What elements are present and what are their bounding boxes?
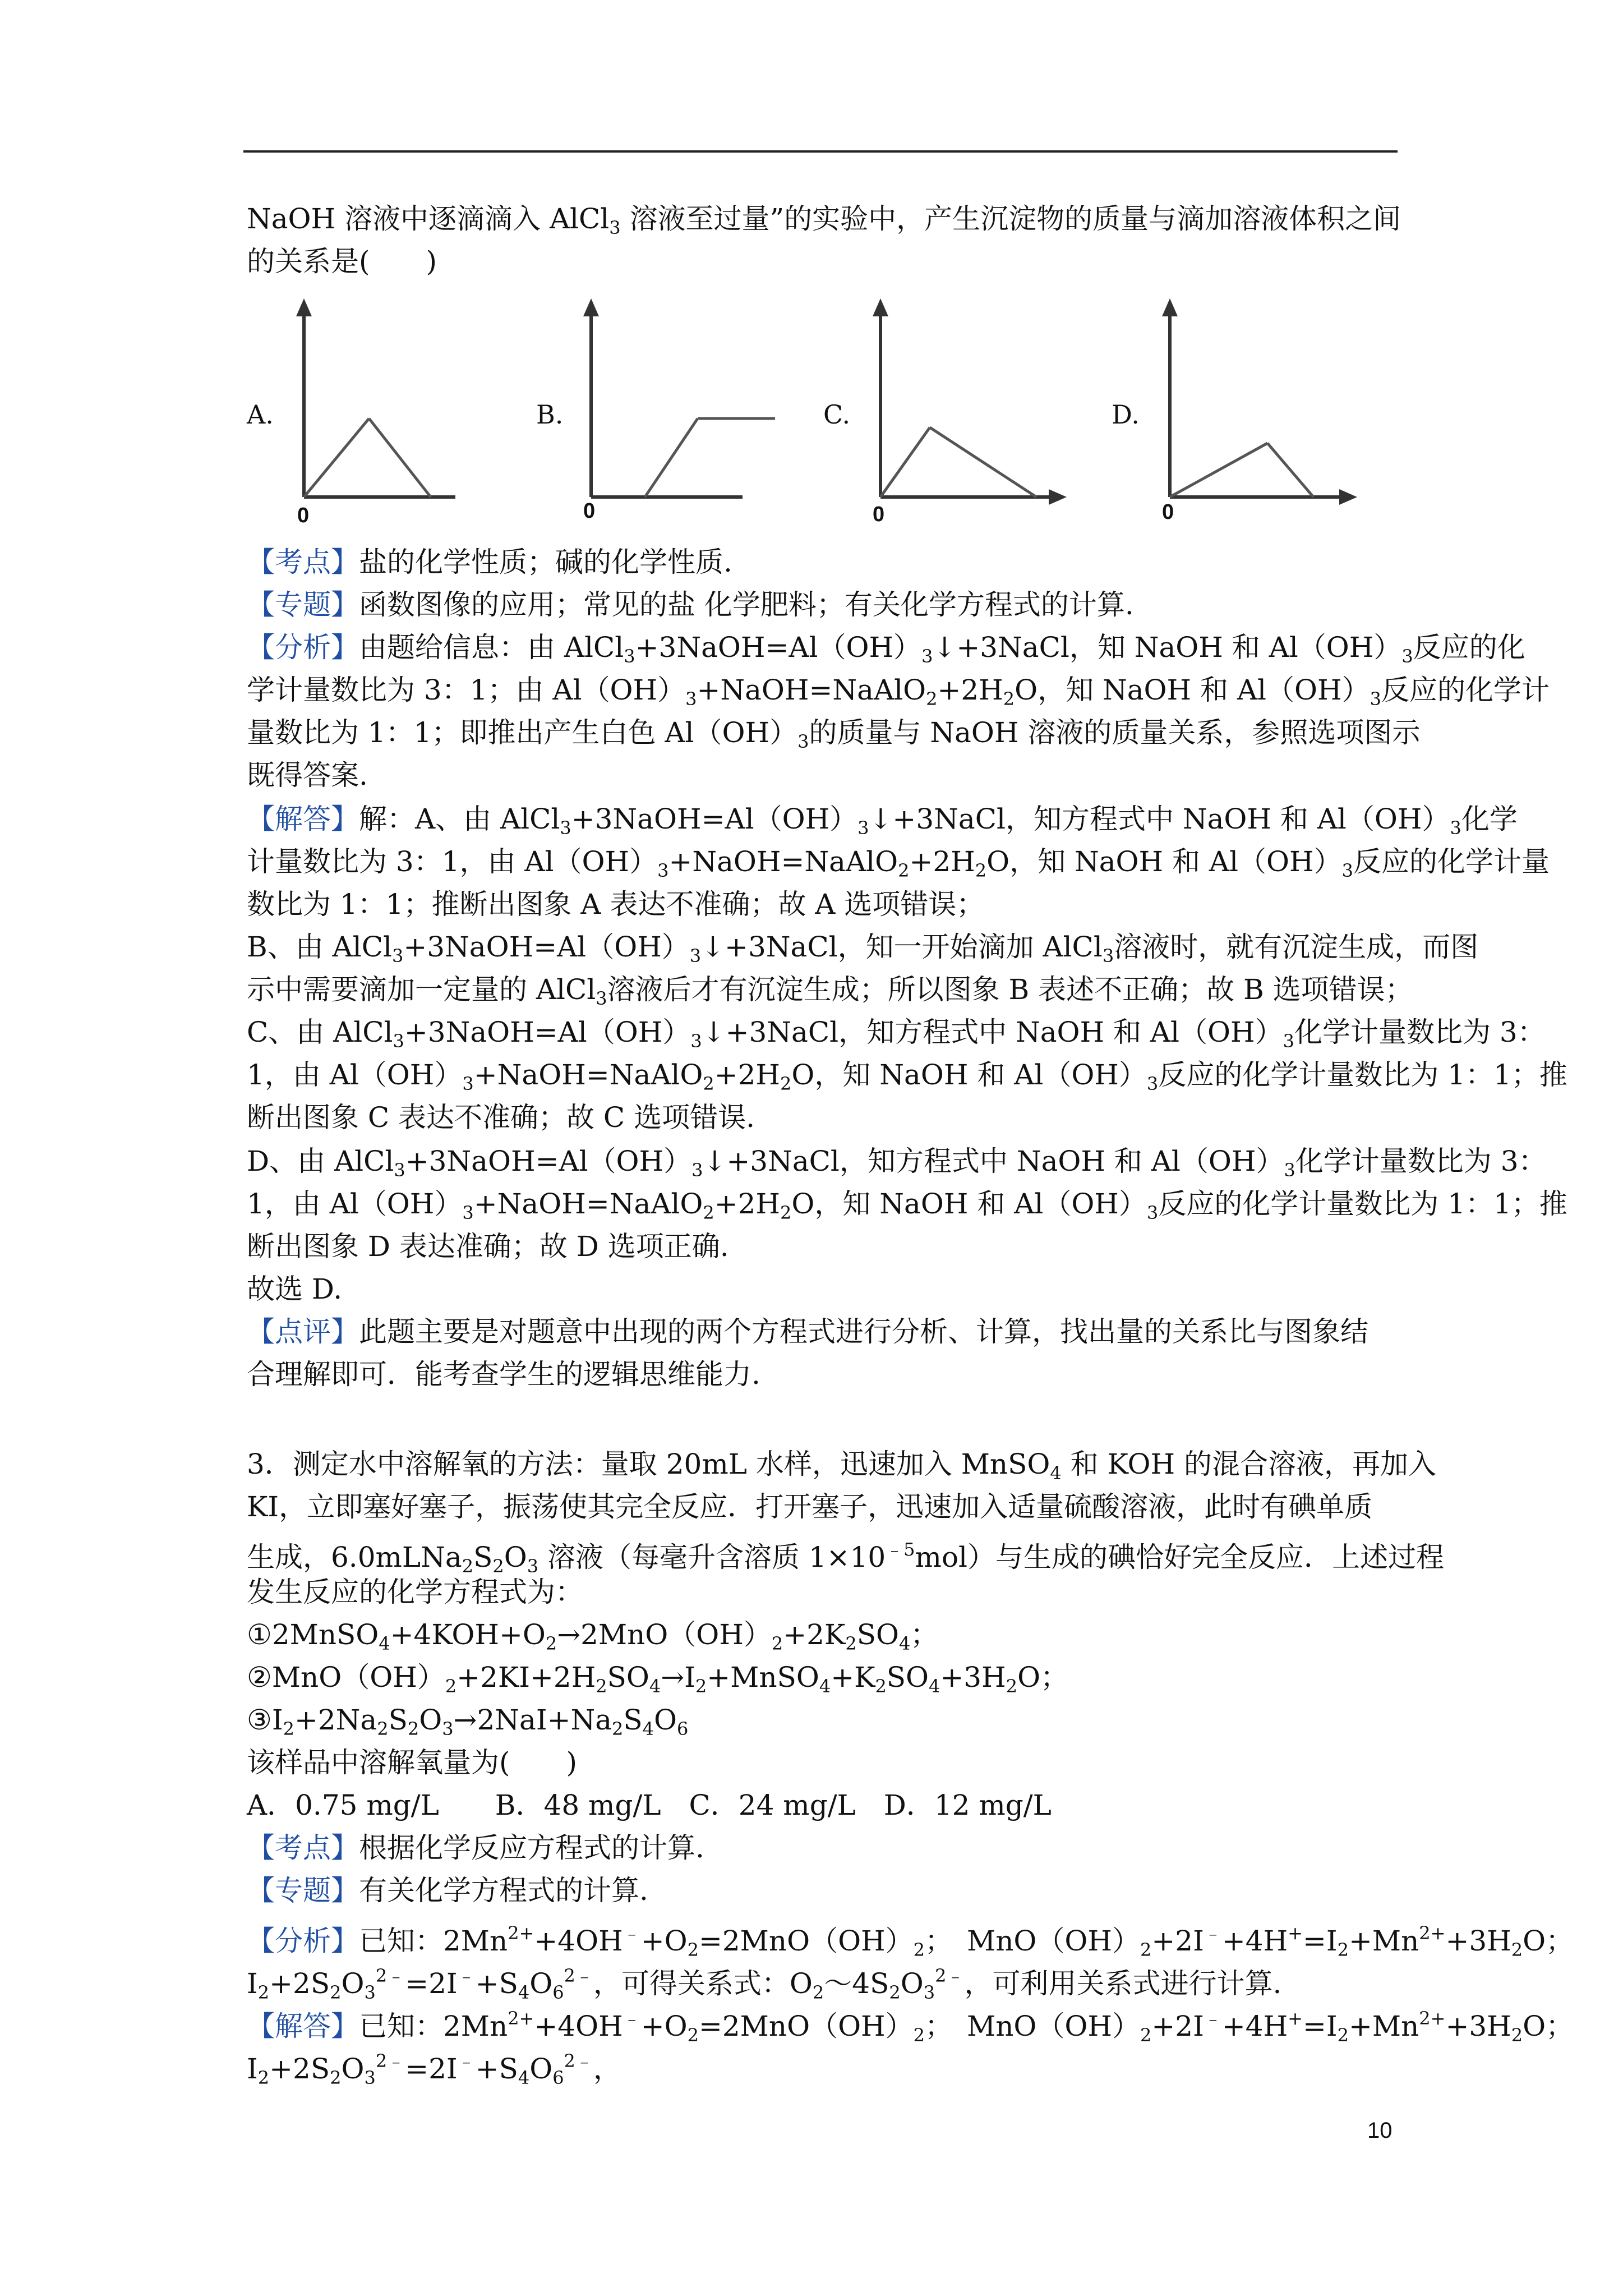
q3-fenxi-line1: 【分析】已知：$2Mn^{2+}+4OH^﹣+O_2=2MnO(OH)_2$； $MnO(OH)_2+2I^﹣+4H^+=I_2+Mn^{2+}+3H_2O$； [247,1922,1574,1961]
q2-fenxi-line4: 既得答案. [247,759,368,792]
q2-kaodian: 【考点】盐的化学性质；碱的化学性质. [247,546,732,578]
q3-stem-line1: 3．测定水中溶解氧的方法：量取 20mL 水样，迅速加入 MnSO$_4$ 和 KOH 的混合溶液，再加入 [247,1448,1437,1484]
q2-answer: 故选 D. [247,1273,343,1305]
q2-d-line3: 断出图象 D 表达准确；故 D 选项正确. [247,1230,729,1263]
q3-stem-line3: 生成，$6.0mLNa_2S_2O_3$ 溶液（每毫升含溶质 $1\times 10^{﹣5}mol$）与生成的碘恰好完全反应．上述过程 [247,1539,1445,1577]
q3-equation-1: $①2MnSO_4+4KOH+O_2\to 2MnO(OH)_2+2K_2SO_4$； [247,1618,939,1654]
q3-stem-line4: 发生反应的化学方程式为： [247,1576,583,1608]
q2-b-line2: 示中需要滴加一定量的 AlCl$_3$溶液后才有沉淀生成；所以图象 B 表述不正确；故 B 选项错误； [247,973,1413,1009]
option-c-origin: 0 [873,503,885,526]
option-b-label: B. [536,399,564,430]
option-c-graph [868,292,1070,510]
option-a-label: A. [247,399,274,430]
q2-fenxi-line3: 量数比为 1：1；即推出产生白色 $Al(OH)_3$的质量与 NaOH 溶液的质量关系，参照选项图示 [247,716,1421,752]
q3-kaodian: 【考点】根据化学反应方程式的计算. [247,1832,704,1864]
q2-c-line2: 1，由 $Al(OH)_3+NaOH=NaAlO_2+2H_2O$，知 NaOH 和 $Al(OH)_3$反应的化学计量数比为 1：1；推 [247,1059,1567,1094]
q2-d-line1: D、由 $AlCl_3+3NaOH=Al(OH)_3↓+3NaCl$，知方程式中 NaOH 和 $Al(OH)_3$化学计量数比为 3： [247,1145,1547,1181]
q3-choices: A．0.75 mg/L B．48 mg/L C．24 mg/L D．12 mg/L [247,1789,1052,1821]
q2-stem-line2: 的关系是( ) [247,245,437,278]
option-b-graph [579,292,781,510]
option-b-origin: 0 [583,499,596,523]
option-a-origin: 0 [297,504,310,527]
option-d-graph [1158,292,1371,510]
header-rule [243,150,1398,153]
q2-fenxi-line2: 学计量数比为 3：1；由 $Al(OH)_3+NaOH=NaAlO_2+2H_2O$，知 NaOH 和 $Al(OH)_3$反应的化学计 [247,674,1550,710]
option-d-origin: 0 [1162,500,1174,524]
q2-jieda-line3: 数比为 1：1；推断出图象 A 表达不准确；故 A 选项错误； [247,888,985,921]
page-number: 10 [1367,2118,1393,2143]
q3-stem-line2: KI，立即塞好塞子，振荡使其完全反应．打开塞子，迅速加入适量硫酸溶液，此时有碘单质 [247,1490,1373,1523]
q2-jieda-line1: 【解答】解：A、由 $AlCl_3+3NaOH=Al(OH)_3↓+3NaCl$，知方程式中 NaOH 和 $Al(OH)_3$化学 [247,803,1518,839]
q3-equation-3: $③I_2+2Na_2S_2O_3\to 2NaI+Na_2S_4O_6$ [247,1704,689,1740]
q2-zhuanti: 【专题】函数图像的应用；常见的盐 化学肥料；有关化学方程式的计算. [247,588,1134,621]
q2-fenxi-line1: 【分析】由题给信息：由 $AlCl_3+3NaOH=Al(OH)_3↓+3NaCl$，知 NaOH 和 $Al(OH)_3$反应的化 [247,631,1525,667]
q3-equation-2: $②MnO(OH)_2+2KI+2H_2SO_4\to I_2+MnSO_4+K_2SO_4+3H_2O$； [247,1661,1069,1697]
q2-c-line3: 断出图象 C 表达不准确；故 C 选项错误. [247,1101,755,1134]
q2-jieda-line2: 计量数比为 3：1，由 $Al(OH)_3+NaOH=NaAlO_2+2H_2O$，知 NaOH 和 $Al(OH)_3$反应的化学计量 [247,845,1550,881]
q2-stem-line1: NaOH 溶液中逐滴滴入 AlCl$_3$ 溶液至过量”的实验中，产生沉淀物的质量与滴加溶液体积之间 [247,203,1401,238]
q3-zhuanti: 【专题】有关化学方程式的计算. [247,1874,648,1907]
q2-d-line2: 1，由 $Al(OH)_3+NaOH=NaAlO_2+2H_2O$，知 NaOH 和 $Al(OH)_3$反应的化学计量数比为 1：1；推 [247,1188,1567,1223]
q3-jieda-line2: $I_2+2S_2O_3^{2﹣}=2I^﹣+S_4O_6^{2﹣}$， [247,2050,621,2088]
q2-b-line1: B、由 $AlCl_3+3NaOH=Al(OH)_3↓+3NaCl$，知一开始滴加 AlCl$_3$溶液时，就有沉淀生成，而图 [247,931,1479,967]
option-d-label: D. [1112,399,1140,430]
q3-ask: 该样品中溶解氧量为( ) [247,1746,578,1779]
q3-fenxi-line2: $I_2+2S_2O_3^{2﹣}=2I^﹣+S_4O_6^{2﹣}$，可得关系式：$O_2\sim 4S_2O_3^{2﹣}$，可利用关系式进行计算. [247,1965,1282,2003]
q2-dianping-line2: 合理解即可．能考查学生的逻辑思维能力. [247,1358,760,1391]
option-c-label: C. [823,399,851,430]
option-a-graph [292,292,460,510]
q2-dianping-line1: 【点评】此题主要是对题意中出现的两个方程式进行分析、计算，找出量的关系比与图象结 [247,1315,1368,1348]
q2-c-line1: C、由 $AlCl_3+3NaOH=Al(OH)_3↓+3NaCl$，知方程式中 NaOH 和 $Al(OH)_3$化学计量数比为 3： [247,1016,1546,1052]
q3-jieda-line1: 【解答】已知：$2Mn^{2+}+4OH^﹣+O_2=2MnO(OH)_2$； $MnO(OH)_2+2I^﹣+4H^+=I_2+Mn^{2+}+3H_2O$； [247,2008,1574,2046]
